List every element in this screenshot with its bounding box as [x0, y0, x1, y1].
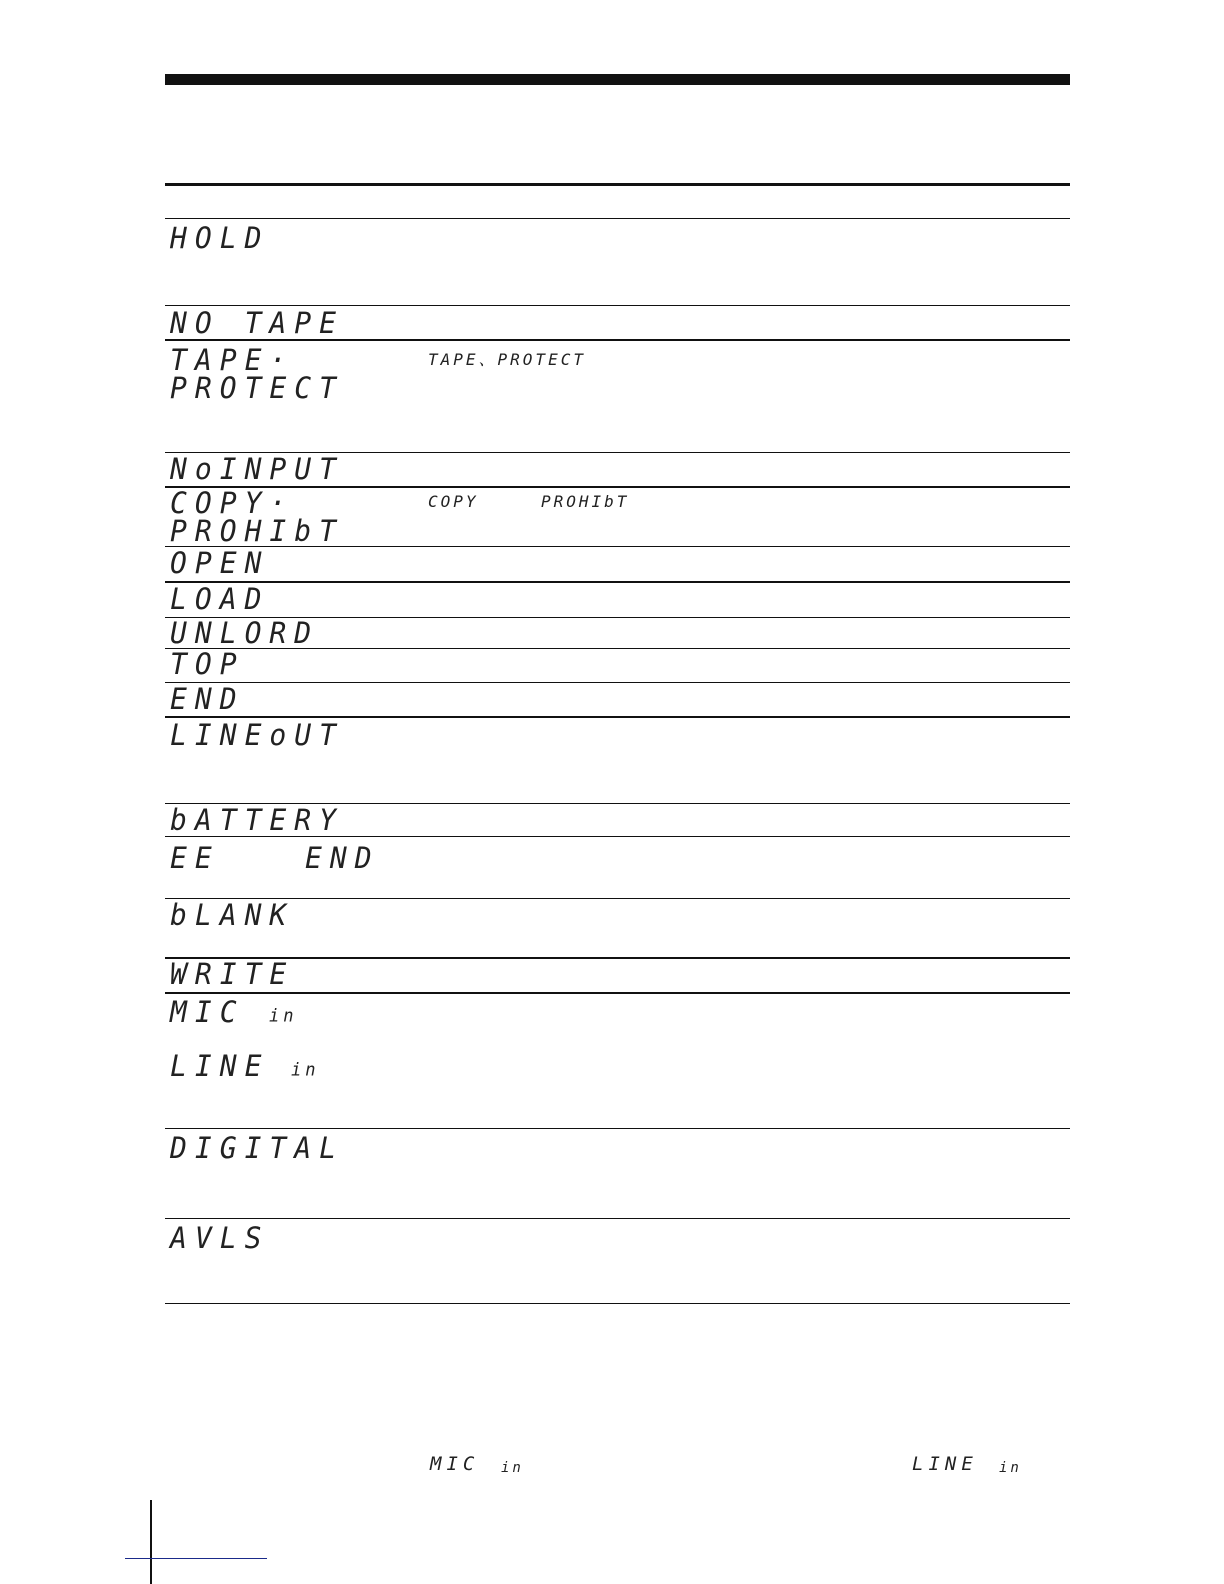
table-row: [165, 899, 1070, 959]
inline-display-note-b: PROHIbT: [541, 492, 630, 511]
display-code: AVLS: [170, 1220, 270, 1256]
display-code: END: [170, 681, 245, 717]
table-row: [165, 615, 1070, 651]
table-row: [165, 547, 1070, 583]
display-code-b: END: [305, 840, 380, 876]
display-code: TOP: [170, 646, 245, 682]
display-code-b-suffix: in: [291, 1060, 320, 1081]
table-row: [165, 646, 1070, 683]
table-row: [165, 804, 1070, 837]
top-rule: [165, 74, 1070, 85]
table-header-row: [165, 186, 1070, 219]
table-row: [165, 219, 1070, 306]
footer-display-line: LINE: [912, 1453, 978, 1475]
display-code: bLANK: [170, 897, 295, 933]
table-row: [165, 341, 1070, 453]
display-code-line1: COPY·: [170, 485, 295, 521]
display-code: bATTERY: [170, 802, 345, 838]
display-code: HOLD: [170, 220, 270, 256]
margin-rule-horizontal: [125, 1558, 267, 1559]
display-code: LINEoUT: [170, 717, 345, 753]
display-code-a-suffix: in: [269, 1006, 298, 1027]
table-row: [165, 306, 1070, 341]
table-row: [165, 718, 1070, 804]
margin-rule-vertical: [150, 1500, 152, 1584]
table-row: [165, 683, 1070, 718]
footer-display-line-suffix: in: [999, 1460, 1022, 1476]
display-code: NoINPUT: [170, 451, 345, 487]
table-row: [165, 1129, 1070, 1219]
table-row: [165, 1219, 1070, 1304]
display-code: WRITE: [170, 956, 295, 992]
display-code: NO TAPE: [170, 305, 345, 341]
display-messages-table: [165, 183, 1070, 1304]
display-code-a: EE: [170, 840, 220, 876]
table-row: [165, 837, 1070, 899]
display-code-a: MIC: [170, 994, 245, 1030]
display-code: OPEN: [170, 545, 270, 581]
table-row: [165, 485, 1070, 549]
display-code-b: LINE: [170, 1048, 270, 1084]
display-code-line2: PROHIbT: [170, 513, 345, 549]
footer-display-mic: MIC: [430, 1453, 480, 1475]
display-code: DIGITAL: [170, 1130, 345, 1166]
display-code-line2: PROTECT: [170, 370, 345, 406]
inline-display-note: TAPE、PROTECT: [428, 350, 586, 369]
display-code: UNLORD: [170, 615, 320, 651]
footer-display-mic-suffix: in: [501, 1460, 524, 1476]
display-code-line1: TAPE·: [170, 342, 295, 378]
table-row: [165, 994, 1070, 1129]
display-code: LOAD: [170, 581, 270, 617]
table-row: [165, 956, 1070, 994]
inline-display-note-a: COPY: [428, 492, 479, 511]
table-row: [165, 453, 1070, 488]
table-row: [165, 583, 1070, 618]
